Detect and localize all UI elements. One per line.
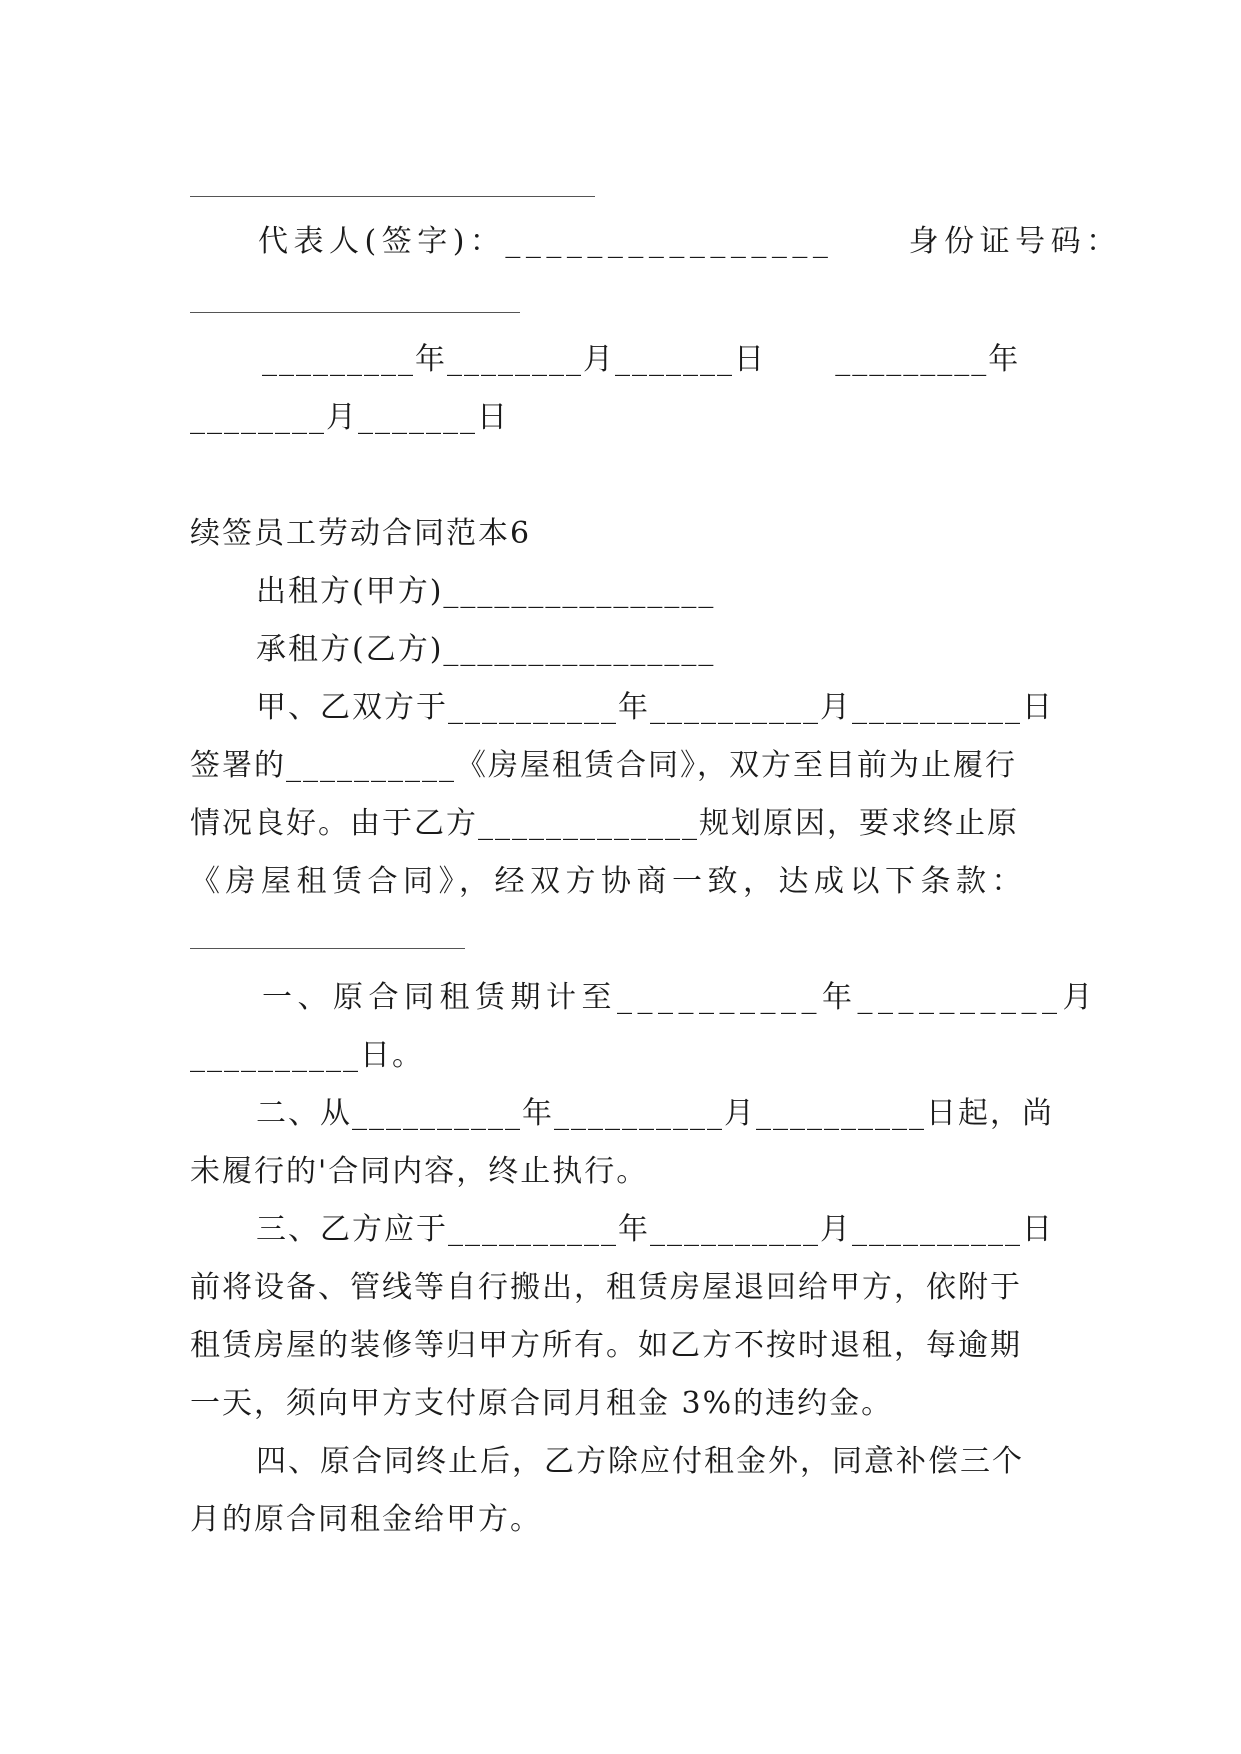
lessor-line: 出租方(甲方)________________ [256, 574, 716, 609]
paragraph-line: __________日。 [190, 1038, 424, 1073]
representative-line: 代表人(签字)：________________ 身份证号码： [258, 224, 1122, 259]
section-title: 续签员工劳动合同范本6 [190, 516, 532, 551]
paragraph-line: 甲、乙双方于__________年__________月__________日 [256, 690, 1054, 725]
paragraph-line: 情况良好。由于乙方_____________规划原因，要求终止原 [190, 806, 1019, 841]
date-line: ________月_______日 [190, 400, 509, 435]
paragraph-line: 二、从__________年__________月__________日起，尚 [256, 1096, 1054, 1131]
paragraph-line: 三、乙方应于__________年__________月__________日 [256, 1212, 1054, 1247]
paragraph-line: 四、原合同终止后，乙方除应付租金外，同意补偿三个 [256, 1444, 1024, 1479]
paragraph-line: 月的原合同租金给甲方。 [190, 1502, 542, 1537]
paragraph-line: 一、原合同租赁期计至__________年__________月 [262, 980, 1098, 1015]
paragraph-line: 一天，须向甲方支付原合同月租金 3%的违约金。 [190, 1386, 894, 1421]
blank-underline [190, 948, 465, 949]
blank-underline [190, 196, 595, 197]
paragraph-line: 未履行的'合同内容，终止执行。 [190, 1154, 649, 1189]
lessee-line: 承租方(乙方)________________ [256, 632, 716, 667]
paragraph-line: 前将设备、管线等自行搬出，租赁房屋退回给甲方，依附于 [190, 1270, 1022, 1305]
date-line: _________年________月_______日 _________年 [262, 342, 1021, 377]
paragraph-line: 租赁房屋的装修等归甲方所有。如乙方不按时退租，每逾期 [190, 1328, 1022, 1363]
paragraph-line: 签署的__________《房屋租赁合同》，双方至目前为止履行 [190, 748, 1017, 783]
paragraph-line: 《房屋租赁合同》，经双方协商一致，达成以下条款： [190, 864, 1027, 899]
blank-underline [190, 312, 520, 313]
